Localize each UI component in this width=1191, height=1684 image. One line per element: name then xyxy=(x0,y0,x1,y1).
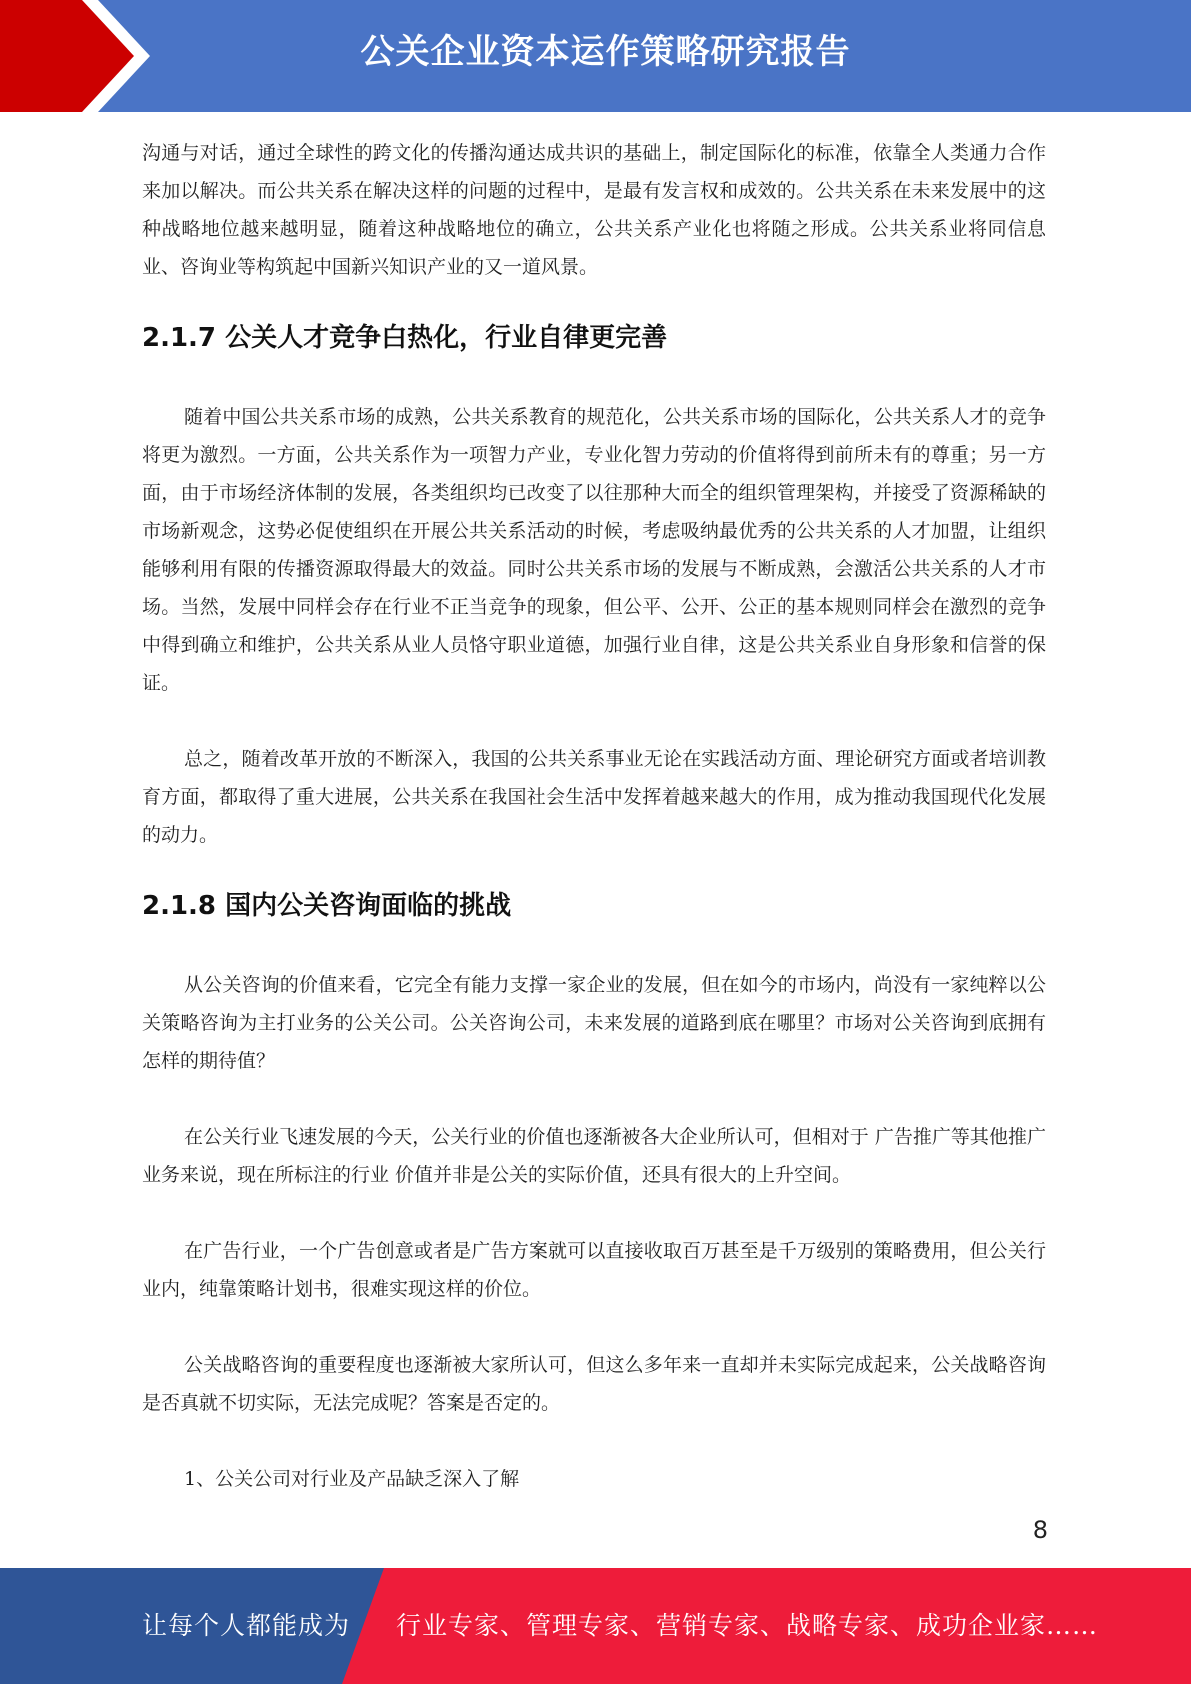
page-number: 8 xyxy=(1032,1516,1048,1544)
page-header xyxy=(0,0,1191,112)
paragraph: 从公关咨询的价值来看，它完全有能力支撑一家企业的发展，但在如今的市场内，尚没有一家纯粹以公关策略咨询为主打业务的公关公司。公关咨询公司，未来发展的道路到底在哪里？市场对公关咨询到底拥有怎样的期待值？ xyxy=(142,974,1046,1072)
section-heading-2-1-7: 2.1.7 公关人才竞争白热化，行业自律更完善 xyxy=(142,323,668,353)
footer-slogan-left: 让每个人都能成为 xyxy=(142,1611,351,1640)
paragraph: 沟通与对话，通过全球性的跨文化的传播沟通达成共识的基础上，制定国际化的标准，依靠全人类通力合作来加以解决。而公共关系在解决这样的问题的过程中，是最有发言权和成效的。公共关系在未来发展中的这种战略地位越来越明显，随着这种战略地位的确立，公共关系产业化也将随之形成。公共关系业将同信息业、咨询业等构筑起中国新兴知识产业的又一道风景。 xyxy=(142,142,1046,278)
page-footer xyxy=(0,1568,1191,1684)
paragraph: 在广告行业，一个广告创意或者是广告方案就可以直接收取百万甚至是千万级别的策略费用，但公关行业内，纯靠策略计划书，很难实现这样的价位。 xyxy=(142,1240,1046,1300)
paragraph: 在公关行业飞速发展的今天，公关行业的价值也逐渐被各大企业所认可，但相对于 广告推广等其他推广业务来说，现在所标注的行业 价值并非是公关的实际价值，还具有很大的上升空间。 xyxy=(142,1126,1046,1186)
paragraph: 随着中国公共关系市场的成熟，公共关系教育的规范化，公共关系市场的国际化，公共关系人才的竞争将更为激烈。一方面，公共关系作为一项智力产业，专业化智力劳动的价值将得到前所未有的尊重；另一方面，由于市场经济体制的发展，各类组织均已改变了以往那种大而全的组织管理架构，并接受了资源稀缺的市场新观念，这势必促使组织在开展公共关系活动的时候，考虑吸纳最优秀的公共关系的人才加盟，让组织能够利用有限的传播资源取得最大的效益。同时公共关系市场的发展与不断成熟，会激活公共关系的人才市场。当然，发展中同样会存在行业不正当竞争的现象，但公平、公开、公正的基本规则同样会在激烈的竞争中得到确立和维护，公共关系从业人员恪守职业道德，加强行业自律，这是公共关系业自身形象和信誉的保证。 xyxy=(142,406,1046,694)
document-body xyxy=(142,134,1046,1498)
paragraph: 公关战略咨询的重要程度也逐渐被大家所认可，但这么多年来一直却并未实际完成起来，公关战略咨询是否真就不切实际，无法完成呢？答案是否定的。 xyxy=(142,1354,1046,1414)
paragraph: 总之，随着改革开放的不断深入，我国的公共关系事业无论在实践活动方面、理论研究方面或者培训教育方面，都取得了重大进展，公共关系在我国社会生活中发挥着越来越大的作用，成为推动我国现代化发展的动力。 xyxy=(142,748,1046,846)
section-heading-2-1-8: 2.1.8 国内公关咨询面临的挑战 xyxy=(142,891,512,921)
list-item: 1、公关公司对行业及产品缺乏深入了解 xyxy=(184,1468,520,1490)
document-title: 公关企业资本运作策略研究报告 xyxy=(360,32,851,72)
footer-slogan-right: 行业专家、管理专家、营销专家、战略专家、成功企业家…… xyxy=(396,1611,1099,1640)
